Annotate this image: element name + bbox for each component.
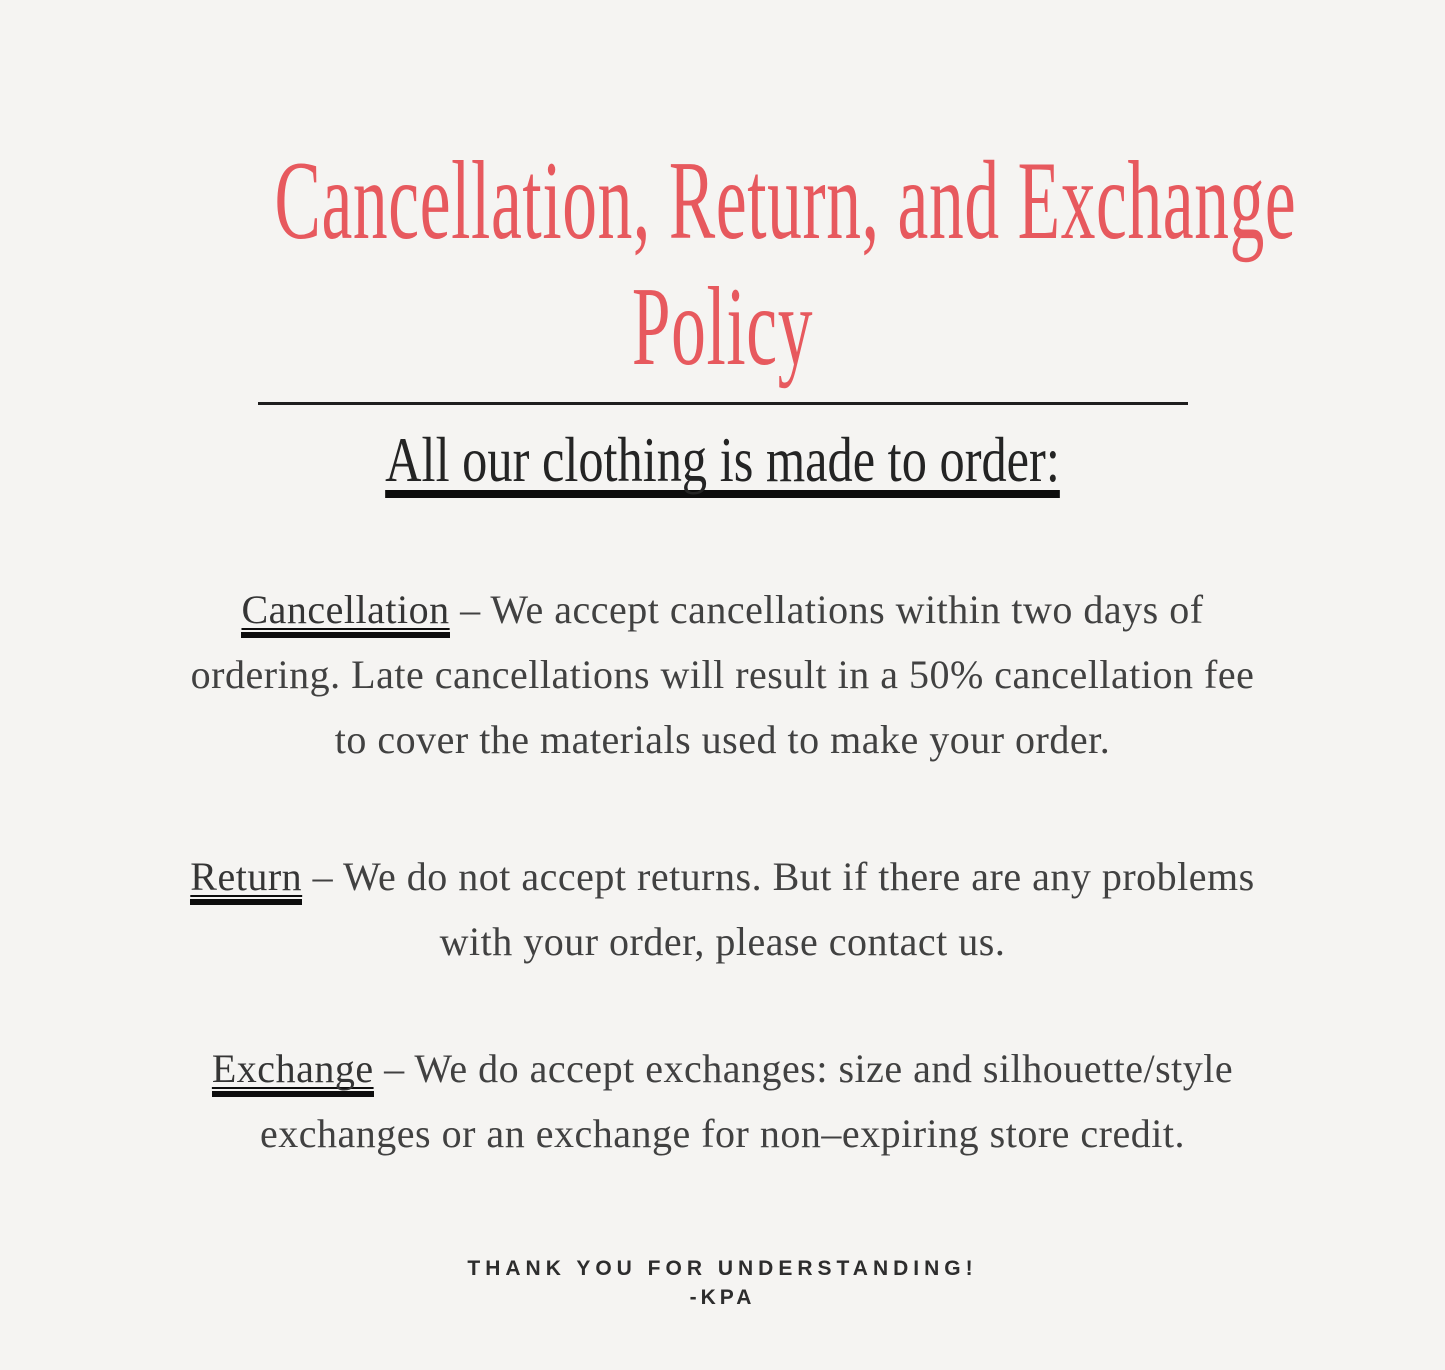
footer-signature: -KPA	[689, 1286, 756, 1309]
footer	[0, 1254, 1445, 1312]
footer-thanks-text: THANK YOU FOR UNDERSTANDING!	[467, 1257, 978, 1280]
page-title	[0, 0, 1445, 390]
made-to-order-heading: All our clothing is made to order:	[385, 425, 1060, 495]
policy-line	[0, 577, 1445, 642]
policy-line: with your order, please contact us.	[439, 919, 1006, 964]
return-policy-paragraph	[0, 844, 1445, 974]
cancellation-policy-paragraph	[0, 577, 1445, 772]
policy-line: to cover the materials used to make your order.	[334, 717, 1111, 762]
exchange-term: Exchange	[212, 1046, 374, 1097]
policy-line	[0, 844, 1445, 909]
policy-line: exchanges or an exchange for non–expiring store credit.	[260, 1111, 1185, 1156]
title-divider-line	[258, 402, 1188, 405]
cancellation-term: Cancellation	[241, 587, 449, 638]
page-title-line-1: Cancellation, Return, and Exchange	[274, 139, 1297, 263]
policy-text: – We do accept exchanges: size and silhouette/style	[373, 1046, 1234, 1091]
policy-line: ordering. Late cancellations will result in a 50% cancellation fee	[190, 652, 1255, 697]
policy-text: – We do not accept returns. But if there are any problems	[302, 854, 1255, 899]
page-title-line-2: Policy	[631, 265, 814, 389]
return-term: Return	[190, 854, 302, 905]
policy-text: – We accept cancellations within two days of	[449, 587, 1204, 632]
exchange-policy-paragraph	[0, 1036, 1445, 1166]
policy-line	[0, 1036, 1445, 1101]
